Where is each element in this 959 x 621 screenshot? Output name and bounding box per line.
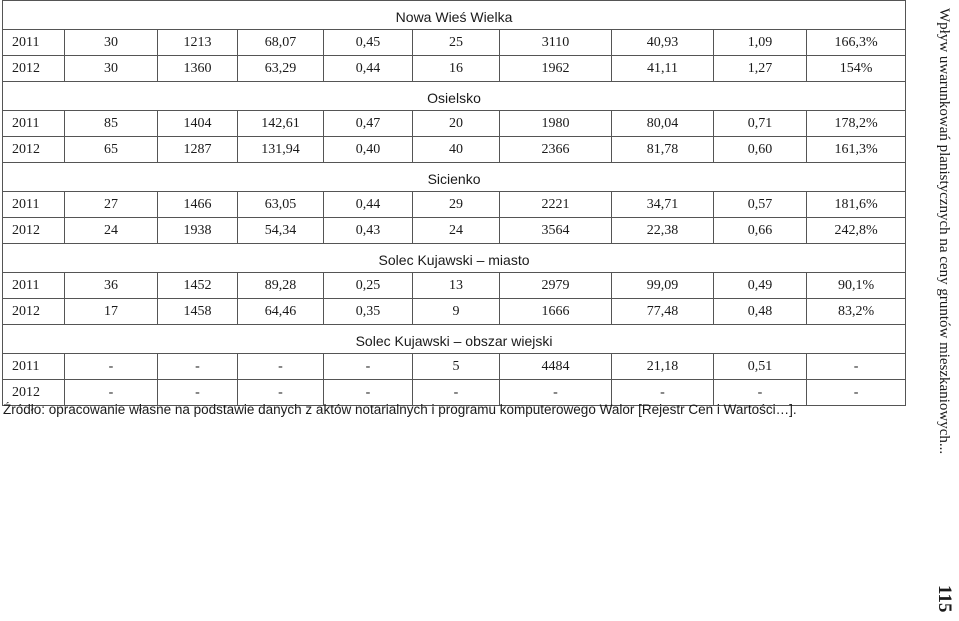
table-cell: 1466 xyxy=(158,192,238,218)
table-cell: 4484 xyxy=(500,354,612,380)
table-cell: 242,8% xyxy=(807,218,906,244)
table-cell: 0,44 xyxy=(324,192,413,218)
table-row xyxy=(3,218,906,244)
table-cell: - xyxy=(612,380,714,406)
table-cell: 63,29 xyxy=(238,56,324,82)
table-cell: 0,25 xyxy=(324,273,413,299)
table-cell: 0,45 xyxy=(324,30,413,56)
table-cell: 13 xyxy=(413,273,500,299)
table-cell: 99,09 xyxy=(612,273,714,299)
table-cell: - xyxy=(324,354,413,380)
table-cell: 20 xyxy=(413,111,500,137)
section-header-row xyxy=(3,82,906,111)
year-cell: 2011 xyxy=(3,30,65,56)
table-cell: 3564 xyxy=(500,218,612,244)
data-table-container xyxy=(2,0,905,406)
table-cell: - xyxy=(714,380,807,406)
table-cell: 0,57 xyxy=(714,192,807,218)
table-cell: 1962 xyxy=(500,56,612,82)
table-cell: 0,44 xyxy=(324,56,413,82)
table-cell: 68,07 xyxy=(238,30,324,56)
table-row xyxy=(3,137,906,163)
table-cell: 0,43 xyxy=(324,218,413,244)
table-cell: 0,40 xyxy=(324,137,413,163)
section-title: Solec Kujawski – miasto xyxy=(3,244,906,273)
section-title: Nowa Wieś Wielka xyxy=(3,1,906,30)
table-cell: 0,71 xyxy=(714,111,807,137)
year-cell: 2012 xyxy=(3,299,65,325)
table-cell: - xyxy=(158,354,238,380)
table-row xyxy=(3,192,906,218)
table-cell: 16 xyxy=(413,56,500,82)
table-cell: - xyxy=(65,354,158,380)
year-cell: 2011 xyxy=(3,273,65,299)
table-cell: 1404 xyxy=(158,111,238,137)
table-cell: 85 xyxy=(65,111,158,137)
table-cell: 0,66 xyxy=(714,218,807,244)
table-cell: - xyxy=(413,380,500,406)
table-cell: - xyxy=(65,380,158,406)
table-cell: - xyxy=(807,380,906,406)
section-title: Solec Kujawski – obszar wiejski xyxy=(3,325,906,354)
table-cell: 24 xyxy=(65,218,158,244)
table-body xyxy=(3,1,906,406)
table-row xyxy=(3,299,906,325)
year-cell: 2012 xyxy=(3,380,65,406)
table-cell: 24 xyxy=(413,218,500,244)
page-number: 115 xyxy=(934,585,955,613)
table-cell: 1,09 xyxy=(714,30,807,56)
running-title: Wpływ uwarunkowań planistycznych na ceny gruntów mieszkaniowych... xyxy=(936,8,952,455)
table-cell: 5 xyxy=(413,354,500,380)
table-cell: 2221 xyxy=(500,192,612,218)
table-cell: 1980 xyxy=(500,111,612,137)
table-cell: 1452 xyxy=(158,273,238,299)
page-margin xyxy=(930,0,959,621)
table-cell: 21,18 xyxy=(612,354,714,380)
table-cell: 64,46 xyxy=(238,299,324,325)
section-header-row xyxy=(3,325,906,354)
table-cell: 36 xyxy=(65,273,158,299)
table-cell: 25 xyxy=(413,30,500,56)
table-row xyxy=(3,354,906,380)
year-cell: 2012 xyxy=(3,218,65,244)
table-cell: 2979 xyxy=(500,273,612,299)
table-cell: 1287 xyxy=(158,137,238,163)
table-cell: 1,27 xyxy=(714,56,807,82)
table-cell: 30 xyxy=(65,56,158,82)
table-row xyxy=(3,111,906,137)
table-cell: 30 xyxy=(65,30,158,56)
table-cell: 0,35 xyxy=(324,299,413,325)
table-cell: 41,11 xyxy=(612,56,714,82)
table-cell: 63,05 xyxy=(238,192,324,218)
table-cell: 40,93 xyxy=(612,30,714,56)
table-cell: - xyxy=(500,380,612,406)
year-cell: 2012 xyxy=(3,56,65,82)
table-cell: 40 xyxy=(413,137,500,163)
price-table xyxy=(2,0,906,406)
table-cell: 0,51 xyxy=(714,354,807,380)
year-cell: 2011 xyxy=(3,354,65,380)
table-row xyxy=(3,30,906,56)
table-cell: 77,48 xyxy=(612,299,714,325)
table-cell: 29 xyxy=(413,192,500,218)
table-cell: 154% xyxy=(807,56,906,82)
table-cell: - xyxy=(158,380,238,406)
year-cell: 2012 xyxy=(3,137,65,163)
table-cell: 0,47 xyxy=(324,111,413,137)
table-cell: 1458 xyxy=(158,299,238,325)
table-cell: 81,78 xyxy=(612,137,714,163)
table-cell: 90,1% xyxy=(807,273,906,299)
table-row xyxy=(3,273,906,299)
section-header-row xyxy=(3,1,906,30)
table-cell: 22,38 xyxy=(612,218,714,244)
table-cell: 0,60 xyxy=(714,137,807,163)
table-cell: 80,04 xyxy=(612,111,714,137)
section-header-row xyxy=(3,244,906,273)
table-cell: 27 xyxy=(65,192,158,218)
table-cell: - xyxy=(324,380,413,406)
table-cell: - xyxy=(238,354,324,380)
table-cell: 178,2% xyxy=(807,111,906,137)
table-cell: 131,94 xyxy=(238,137,324,163)
table-cell: 9 xyxy=(413,299,500,325)
section-title: Sicienko xyxy=(3,163,906,192)
section-header-row xyxy=(3,163,906,192)
table-cell: - xyxy=(238,380,324,406)
table-cell: 1360 xyxy=(158,56,238,82)
table-cell: 65 xyxy=(65,137,158,163)
table-cell: - xyxy=(807,354,906,380)
table-cell: 0,48 xyxy=(714,299,807,325)
section-title: Osielsko xyxy=(3,82,906,111)
year-cell: 2011 xyxy=(3,192,65,218)
table-row xyxy=(3,56,906,82)
table-cell: 34,71 xyxy=(612,192,714,218)
table-cell: 17 xyxy=(65,299,158,325)
table-cell: 166,3% xyxy=(807,30,906,56)
source-note: Źródło: opracowanie własne na podstawie danych z aktów notarialnych i programu komputerowego Walor [Rejestr Cen i Wartości…]. xyxy=(3,402,797,417)
table-cell: 54,34 xyxy=(238,218,324,244)
table-cell: 181,6% xyxy=(807,192,906,218)
table-cell: 2366 xyxy=(500,137,612,163)
table-cell: 161,3% xyxy=(807,137,906,163)
table-cell: 1938 xyxy=(158,218,238,244)
table-cell: 0,49 xyxy=(714,273,807,299)
table-cell: 1213 xyxy=(158,30,238,56)
table-cell: 1666 xyxy=(500,299,612,325)
year-cell: 2011 xyxy=(3,111,65,137)
table-cell: 142,61 xyxy=(238,111,324,137)
table-cell: 83,2% xyxy=(807,299,906,325)
table-cell: 3110 xyxy=(500,30,612,56)
table-cell: 89,28 xyxy=(238,273,324,299)
